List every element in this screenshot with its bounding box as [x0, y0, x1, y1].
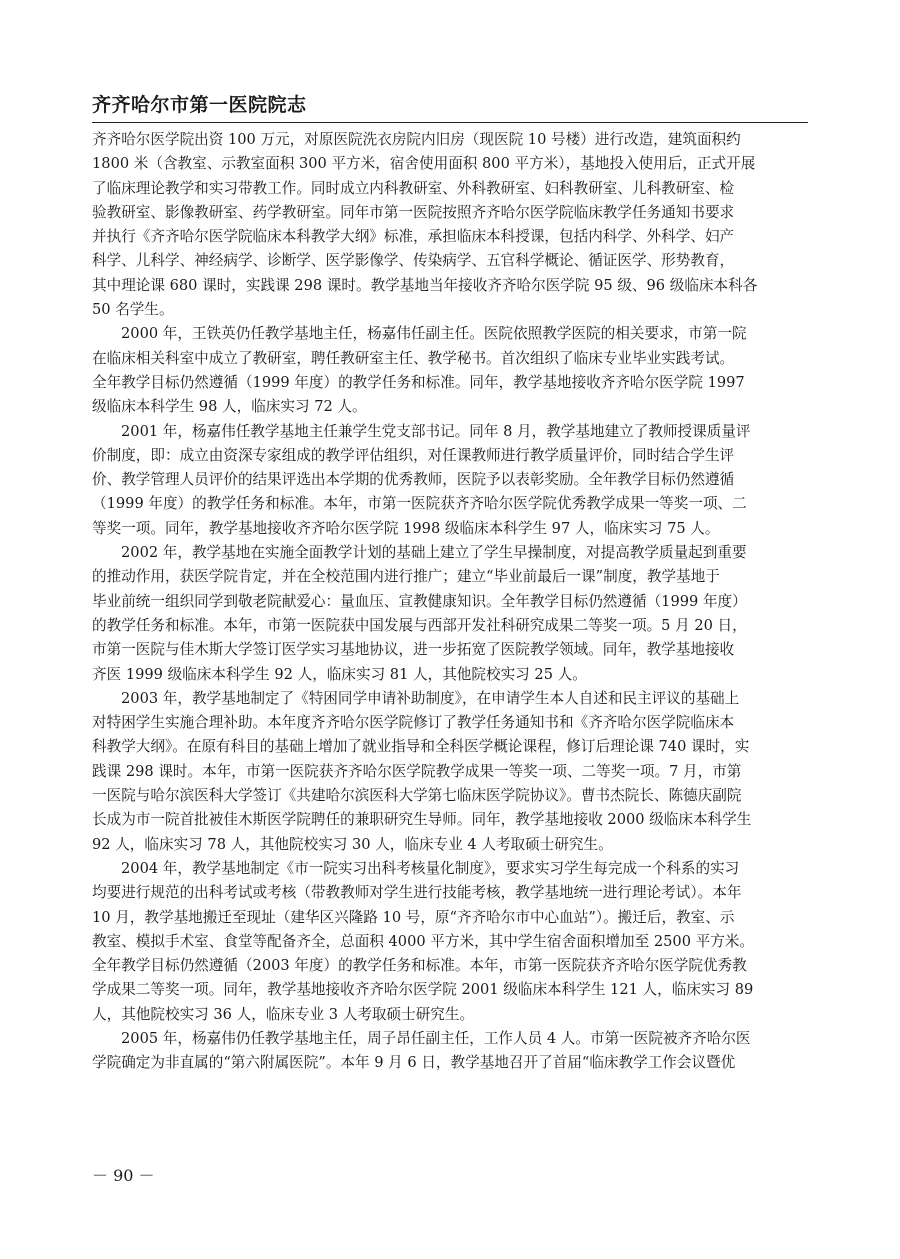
text-line: 10 月，教学基地搬迁至现址（建华区兴隆路 10 号，原“齐齐哈尔市中心血站”）。搬迁后，教室、示: [92, 908, 735, 926]
text-line: 并执行《齐齐哈尔医学院临床本科教学大纲》标准，承担临床本科授课，包括内科学、外科学、妇产: [92, 228, 735, 246]
text-line: 价、教学管理人员评价的结果评选出本学期的优秀教师，医院予以表彰奖励。全年教学目标仍然遵循: [92, 471, 735, 489]
text-line: 齐齐哈尔医学院出资 100 万元，对原医院洗衣房院内旧房（现医院 10 号楼）进行改造，建筑面积约: [92, 131, 741, 148]
text-line: 科学、儿科学、神经病学、诊断学、医学影像学、传染病学、五官科学概论、循证医学、形势教育，: [92, 252, 735, 270]
running-header-title: 齐齐哈尔市第一医院院志: [92, 94, 307, 116]
text-line: 学院确定为非直属的“第六附属医院”。本年 9 月 6 日，教学基地召开了首届“临床教学工作会议暨优: [92, 1054, 736, 1072]
text-line: 均要进行规范的出科考试或考核（带教教师对学生进行技能考核，教学基地统一进行理论考试）。本年: [92, 884, 742, 902]
text-line: 对特困学生实施合理补助。本年度齐齐哈尔医学院修订了教学任务通知书和《齐齐哈尔医学院临床本: [92, 714, 735, 732]
text-line: 齐医 1999 级临床本科学生 92 人，临床实习 81 人，其他院校实习 25 人。: [92, 665, 587, 683]
text-line: 践课 298 课时。本年，市第一医院获齐齐哈尔医学院教学成果一等奖一项、二等奖一项。7 月，市第: [92, 762, 742, 780]
text-line: 在临床相关科室中成立了教研室，聘任教研室主任、教学秘书。首次组织了临床专业毕业实践考试。: [92, 349, 735, 367]
header-rule: [92, 122, 808, 123]
text-line: 2000 年，王铁英仍任教学基地主任，杨嘉伟任副主任。医院依照教学医院的相关要求，市第一院: [121, 325, 747, 343]
text-line: 50 名学生。: [92, 301, 174, 319]
text-line: 的教学任务和标准。本年，市第一医院获中国发展与西部开发社科研究成果二等奖一项。5 月 20 日，: [92, 616, 747, 634]
body-text: [92, 128, 808, 1076]
text-line: 学成果二等奖一项。同年，教学基地接收齐齐哈尔医学院 2001 级临床本科学生 121 人，临床实习 89: [92, 981, 754, 999]
text-line: 2003 年，教学基地制定了《特困同学申请补助制度》，在申请学生本人自述和民主评议的基础上: [121, 689, 740, 707]
text-line: 验教研室、影像教研室、药学教研室。同年市第一医院按照齐齐哈尔医学院临床教学任务通知书要求: [92, 203, 735, 221]
text-line: 人，其他院校实习 36 人，临床专业 3 人考取硕士研究生。: [92, 1005, 475, 1023]
text-line: 2004 年，教学基地制定《市一院实习出科考核量化制度》，要求实习学生每完成一个科系的实习: [121, 859, 740, 877]
page-number: － 90 －: [92, 1166, 155, 1185]
text-line: 全年教学目标仍然遵循（2003 年度）的教学任务和标准。本年，市第一医院获齐齐哈尔医学院优秀教: [92, 957, 747, 975]
text-line: 长成为市一院首批被佳木斯医学院聘任的兼职研究生导师。同年，教学基地接收 2000 级临床本科学生: [92, 811, 752, 829]
text-line: 2002 年，教学基地在实施全面教学计划的基础上建立了学生早操制度，对提高教学质量起到重要: [121, 544, 747, 562]
text-line: 其中理论课 680 课时，实践课 298 课时。教学基地当年接收齐齐哈尔医学院 95 级、96 级临床本科各: [92, 276, 758, 294]
text-line: 92 人，临床实习 78 人，其他院校实习 30 人，临床专业 4 人考取硕士研究生。: [92, 835, 613, 853]
text-line: 教室、模拟手术室、食堂等配备齐全，总面积 4000 平方米，其中学生宿舍面积增加至 2500 平方米。: [92, 932, 754, 950]
text-line: （1999 年度）的教学任务和标准。本年，市第一医院获齐齐哈尔医学院优秀教学成果一等奖一项、二: [92, 495, 747, 513]
text-line: 科教学大纲》。在原有科目的基础上增加了就业指导和全科医学概论课程，修订后理论课 740 课时，实: [92, 738, 750, 756]
text-line: 2005 年，杨嘉伟仍任教学基地主任，周子昂任副主任，工作人员 4 人。市第一医院被齐齐哈尔医: [121, 1029, 751, 1047]
text-line: 2001 年，杨嘉伟任教学基地主任兼学生党支部书记。同年 8 月，教学基地建立了教师授课质量评: [121, 422, 751, 440]
text-line: 的推动作用，获医学院肯定，并在全校范围内进行推广；建立“毕业前最后一课”制度，教学基地于: [92, 568, 720, 586]
text-line: 级临床本科学生 98 人，临床实习 72 人。: [92, 398, 367, 416]
text-line: 价制度，即：成立由资深专家组成的教学评估组织，对任课教师进行教学质量评价，同时结合学生评: [92, 446, 735, 464]
text-line: 全年教学目标仍然遵循（1999 年度）的教学任务和标准。同年，教学基地接收齐齐哈尔医学院 1997: [92, 373, 745, 391]
text-line: 等奖一项。同年，教学基地接收齐齐哈尔医学院 1998 级临床本科学生 97 人，临床实习 75 人。: [92, 519, 720, 537]
text-line: 1800 米（含教室、示教室面积 300 平方米，宿舍使用面积 800 平方米），基地投入使用后，正式开展: [92, 155, 756, 173]
text-line: 毕业前统一组织同学到敬老院献爱心：量血压、宣教健康知识。全年教学目标仍然遵循（1999 年度）: [92, 592, 747, 610]
text-line: 一医院与哈尔滨医科大学签订《共建哈尔滨医科大学第七临床医学院协议》。曹书杰院长、陈德庆副院: [92, 787, 742, 805]
text-line: 了临床理论教学和实习带教工作。同时成立内科教研室、外科教研室、妇科教研室、儿科教研室、检: [92, 179, 735, 197]
text-line: 市第一医院与佳木斯大学签订医学实习基地协议，进一步拓宽了医院教学领域。同年，教学基地接收: [92, 641, 735, 659]
